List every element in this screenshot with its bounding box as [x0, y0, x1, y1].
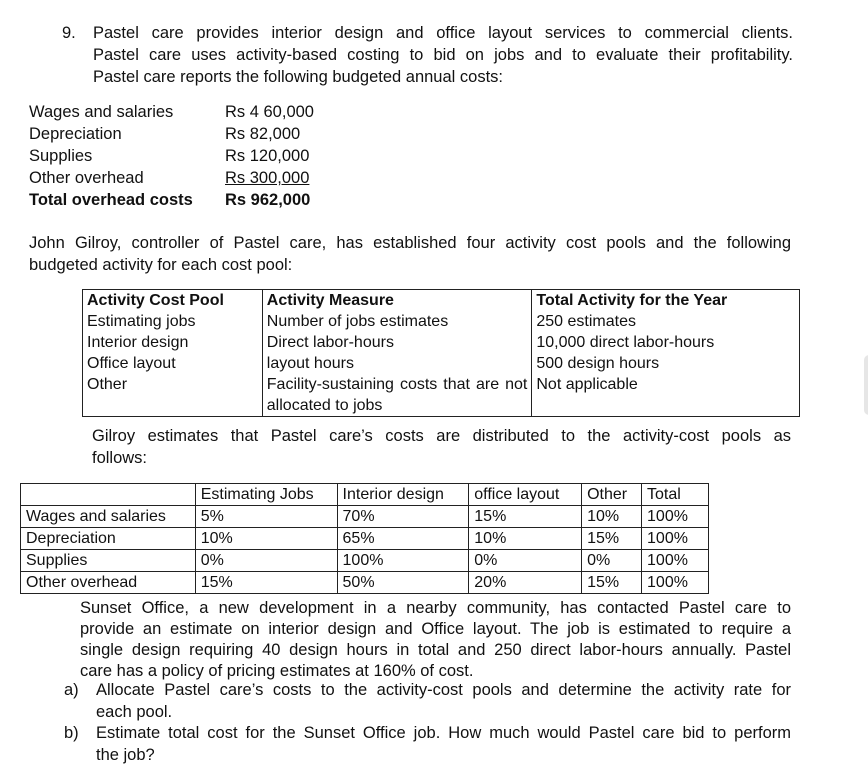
table-cell: Supplies	[21, 550, 196, 572]
table-cell: Direct labor-hours	[262, 332, 532, 353]
table-row	[21, 572, 709, 594]
table-header: Total	[642, 484, 709, 506]
table-header	[21, 484, 196, 506]
cost-label: Supplies	[29, 147, 93, 165]
table-cell: Office layout	[83, 353, 263, 374]
intro-line-2: Pastel care uses activity-based costing to bid on jobs and to evaluate their profitability.	[93, 46, 793, 64]
table-cell: 100%	[642, 572, 709, 594]
distribution-table	[20, 483, 709, 594]
table-cell: 0%	[469, 550, 582, 572]
table-row	[83, 353, 800, 374]
gilroy-line-1: John Gilroy, controller of Pastel care, has established four activity cost pools and the following	[29, 234, 791, 252]
cost-amount: Rs 4 60,000	[225, 103, 314, 121]
table-cell: 10,000 direct labor-hours	[532, 332, 800, 353]
sunset-line-2: provide an estimate on interior design and Office layout. The job is estimated to require a	[80, 620, 791, 638]
table-cell: 0%	[582, 550, 642, 572]
table-header-row	[83, 290, 800, 312]
table-cell: Estimating jobs	[83, 311, 263, 332]
intro-line-1: Pastel care provides interior design and office layout services to commercial clients.	[93, 24, 793, 42]
table-row	[83, 374, 800, 417]
cost-label: Wages and salaries	[29, 103, 174, 121]
table-cell: 5%	[195, 506, 337, 528]
table-header: Interior design	[337, 484, 469, 506]
distribution-line-1: Gilroy estimates that Pastel care’s costs are distributed to the activity-cost pools as	[92, 427, 791, 445]
table-cell: Depreciation	[21, 528, 196, 550]
table-cell: 70%	[337, 506, 469, 528]
question-number: 9.	[62, 24, 76, 42]
table-cell: 20%	[469, 572, 582, 594]
table-row	[83, 332, 800, 353]
activity-pools-table	[82, 289, 800, 417]
table-cell: Other	[83, 374, 263, 417]
table-cell: 10%	[582, 506, 642, 528]
part-a-line-1: Allocate Pastel care’s costs to the activity-cost pools and determine the activity rate for	[96, 681, 791, 699]
table-cell: Facility-sustaining costs that are not allocated to jobs	[262, 374, 532, 417]
table-row	[21, 550, 709, 572]
table-cell: 15%	[582, 528, 642, 550]
table-cell: 0%	[195, 550, 337, 572]
table-cell: 15%	[582, 572, 642, 594]
table-cell: 10%	[195, 528, 337, 550]
table-cell: 50%	[337, 572, 469, 594]
table-header: office layout	[469, 484, 582, 506]
table-cell: 100%	[642, 528, 709, 550]
table-header-row	[21, 484, 709, 506]
cost-label: Depreciation	[29, 125, 122, 143]
part-label: b)	[64, 724, 79, 742]
cost-amount: Rs 120,000	[225, 147, 310, 165]
part-b-line-2: the job?	[96, 746, 155, 764]
table-cell: 250 estimates	[532, 311, 800, 332]
table-cell: Not applicable	[532, 374, 800, 417]
sunset-line-4: care has a policy of pricing estimates at 160% of cost.	[80, 662, 474, 680]
table-cell: Interior design	[83, 332, 263, 353]
table-cell: 100%	[642, 550, 709, 572]
table-cell: Wages and salaries	[21, 506, 196, 528]
gilroy-line-2: budgeted activity for each cost pool:	[29, 256, 293, 274]
table-cell: 65%	[337, 528, 469, 550]
part-a-line-2: each pool.	[96, 703, 173, 721]
table-header: Activity Measure	[262, 290, 532, 312]
cost-label: Other overhead	[29, 169, 144, 187]
intro-line-3: Pastel care reports the following budgeted annual costs:	[93, 68, 504, 86]
table-cell: 10%	[469, 528, 582, 550]
part-b-line-1: Estimate total cost for the Sunset Office job. How much would Pastel care bid to perform	[96, 724, 791, 742]
cost-amount: Rs 300,000	[225, 169, 310, 187]
table-row	[21, 506, 709, 528]
table-row	[21, 528, 709, 550]
sunset-line-1: Sunset Office, a new development in a nearby community, has contacted Pastel care to	[80, 599, 791, 617]
table-cell: 100%	[642, 506, 709, 528]
table-row	[83, 311, 800, 332]
part-label: a)	[64, 681, 79, 699]
distribution-line-2: follows:	[92, 449, 148, 467]
scroll-indicator[interactable]	[864, 355, 868, 415]
table-header: Estimating Jobs	[195, 484, 337, 506]
table-header: Other	[582, 484, 642, 506]
cost-amount: Rs 82,000	[225, 125, 301, 143]
table-cell: 100%	[337, 550, 469, 572]
total-costs-label: Total overhead costs	[29, 191, 193, 209]
table-cell: 15%	[195, 572, 337, 594]
table-cell: layout hours	[262, 353, 532, 374]
table-cell: 15%	[469, 506, 582, 528]
table-cell: 500 design hours	[532, 353, 800, 374]
sunset-line-3: single design requiring 40 design hours in total and 250 direct labor-hours annually. Pastel	[80, 641, 791, 659]
table-cell: Other overhead	[21, 572, 196, 594]
table-header: Total Activity for the Year	[532, 290, 800, 312]
table-cell: Number of jobs estimates	[262, 311, 532, 332]
total-costs-amount: Rs 962,000	[225, 191, 311, 209]
table-header: Activity Cost Pool	[83, 290, 263, 312]
